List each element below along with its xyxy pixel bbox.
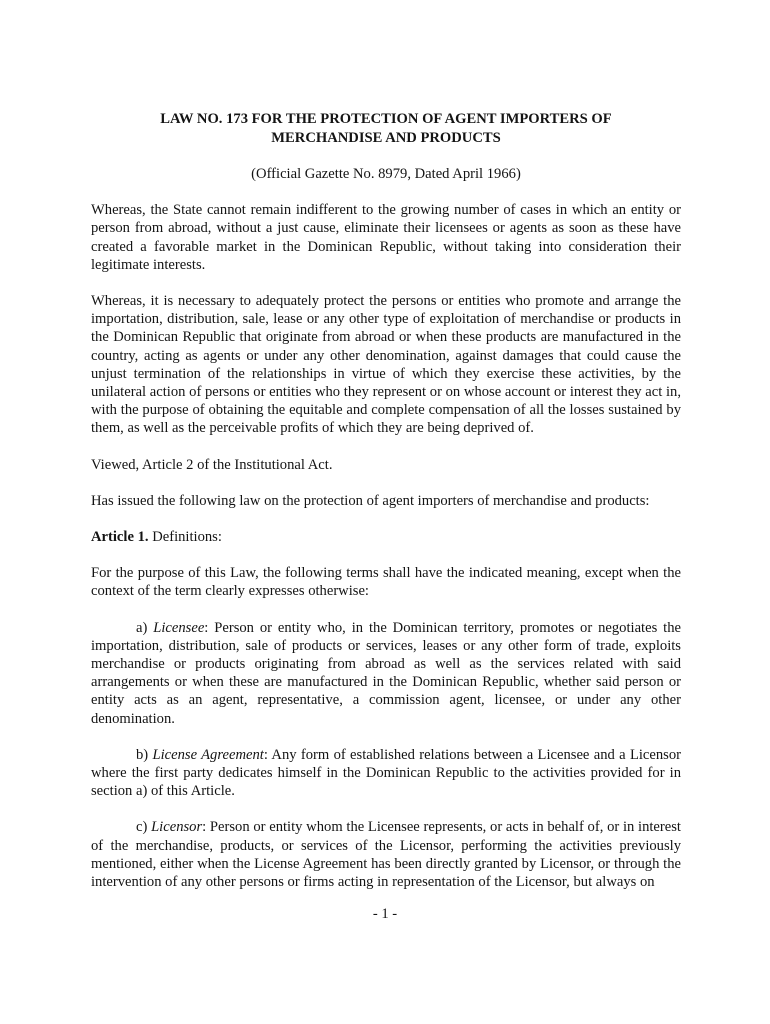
definition-a-term: Licensee	[153, 619, 205, 636]
purpose-paragraph: For the purpose of this Law, the following terms shall have the indicated meaning, except when the context of the term clearly expresses otherwise:	[91, 565, 681, 600]
definition-c-prefix: c)	[136, 819, 152, 836]
gazette-reference: (Official Gazette No. 8979, Dated April 1966)	[251, 166, 521, 182]
definition-b-prefix: b)	[136, 746, 153, 763]
document-title	[91, 110, 681, 148]
viewed-paragraph: Viewed, Article 2 of the Institutional Act.	[91, 456, 333, 473]
article-1-label: Article 1.	[91, 529, 149, 546]
definition-c-text: : Person or entity whom the Licensee represents, or acts in behalf of, or in interest of the merchandise, products, or services of the Licensor, performing the activities previously mentioned, either when the License Agreement has been directly granted by Licensor, or through the intervention of any other persons or firms acting in representation of the Licensor, but always on	[91, 819, 681, 891]
article-1-title: Definitions:	[148, 529, 222, 546]
definition-licensor	[91, 818, 681, 891]
whereas-paragraph-2: Whereas, it is necessary to adequately protect the persons or entities who promote and arrange the importation, distribution, sale, lease or any other type of exploitation of merchandise or products in the Dominican Republic that originate from abroad or when these products are manufactured in the country, acting as agents or under any other denomination, against damages that could cause the unjust termination of the relationships in virtue of which they exercise these activities, by the unilateral action of persons or entities who they represent or on whose account or interest they act in, with the purpose of obtaining the equitable and complete compensation of all the losses sustained by them, as well as the perceivable profits of which they are being deprived of.	[91, 293, 681, 437]
issued-paragraph: Has issued the following law on the protection of agent importers of merchandise and products:	[91, 492, 650, 509]
page-number: - 1 -	[372, 906, 398, 922]
definition-c-term: Licensor	[151, 819, 203, 836]
definition-b-term: License Agreement	[152, 746, 264, 763]
definition-a-text: : Person or entity who, in the Dominican territory, promotes or negotiates the importation, distribution, sale of products or services, leases or any other form of trade, exploits merchandise or products originating from abroad as well as the services related with said arrangements or when these are manufactured in the Dominican Republic, whether said person or entity acts as an agent, representative, a commission agent, licensee, or under any other denomination.	[91, 619, 681, 727]
title-line-1: LAW NO. 173 FOR THE PROTECTION OF AGENT IMPORTERS OF	[160, 111, 612, 127]
definition-a-prefix: a)	[136, 619, 154, 636]
definition-b-text: : Any form of established relations between a Licensee and a Licensor where the first party dedicates himself in the Dominican Republic to the activities provided for in section a) of this Article.	[91, 746, 682, 800]
definition-licensee	[91, 619, 681, 728]
whereas-paragraph-1: Whereas, the State cannot remain indifferent to the growing number of cases in which an entity or person from abroad, without a just cause, eliminate their licensees or agents as soon as these have created a favorable market in the Dominican Republic, without taking into consideration their legitimate interests.	[91, 202, 681, 273]
definition-license-agreement	[91, 746, 681, 801]
article-1-heading	[91, 528, 681, 546]
document-body	[91, 110, 681, 891]
title-line-2: MERCHANDISE AND PRODUCTS	[271, 130, 501, 146]
